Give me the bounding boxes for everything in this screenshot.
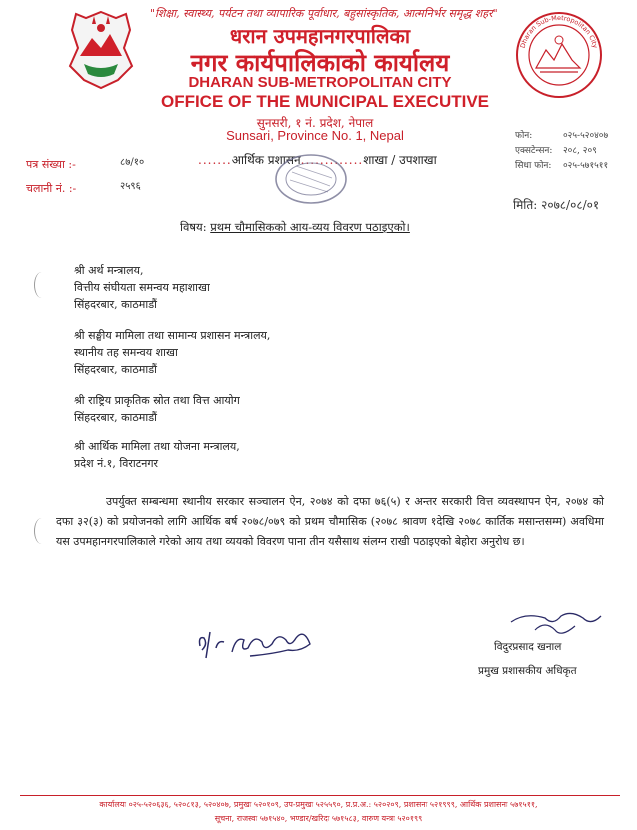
contact-extension: एक्सटेन्सन: २०८, २०९ xyxy=(515,146,597,156)
addressee-block: श्री अर्थ मन्त्रालय, वित्तीय संघीयता समन्वय महाशाखा सिंहदरबार, काठमाडौं xyxy=(74,264,210,311)
addressee-block: श्री आर्थिक मामिला तथा योजना मन्त्रालय, प्रदेश नं.१, विराटनगर xyxy=(74,440,240,470)
footer-contacts-line1: कार्यालयः ०२५-५२०६३६, ५२०८१३, ५२०४०७, प्रमुखः ५२०१०९, उप-प्रमुखः ५२५५९०, प्र.प्र.अ.: ५२०२०९, प्रशासनः ५२१९९९, आर्थिक प्रशासनः ५७१५११, xyxy=(99,800,538,809)
branch-name: आर्थिक प्रशासन xyxy=(231,153,301,167)
branch-line: .......आर्थिक प्रशासन.............शाखा / उपशाखा xyxy=(198,153,437,167)
letter-body: उपर्युक्त सम्बन्धमा स्थानीय सरकार सञ्चालन ऐन, २०७४ को दफा ७६(५) र अन्तर सरकारी वित्त व्यवस्थापन ऐन, २०७४ को दफा ३२(३) को प्रयोजनको लागि आर्थिक बर्ष २०७८/०७९ को प्रथम चौमासिक (२०७८ श्रावण १देखि २०७८ कार्तिक मसान्तसम्म) अवधिमा यस उपमहानगरपालिकाले गरेको आय तथा व्ययको विवरण पाना तीन यसैसाथ संलग्न राखी पठाइएको बेहोरा अनुरोध छ। xyxy=(56,495,604,548)
subject-text: प्रथम चौमासिकको आय-व्यय विवरण पठाइएको। xyxy=(210,220,410,234)
punch-hole xyxy=(34,272,49,298)
emblem-icon xyxy=(64,8,138,92)
officer-signature-icon xyxy=(505,608,605,644)
office-name-english: OFFICE OF THE MUNICIPAL EXECUTIVE xyxy=(160,92,490,111)
header-tagline: "शिक्षा, स्वास्थ्य, पर्यटन तथा व्यापारिक पूर्वाधार, बहुसांस्कृतिक, आत्मनिर्भर समृद्ध शहर" xyxy=(150,7,498,20)
patra-sankhya-label: पत्र संख्या :- xyxy=(26,158,76,171)
handwritten-initials-icon xyxy=(192,618,332,674)
contact-phone: फोन: ०२५-५२०४०७ xyxy=(515,131,609,141)
address-english: Sunsari, Province No. 1, Nepal xyxy=(226,128,404,143)
branch-suffix: शाखा / उपशाखा xyxy=(363,153,437,167)
letter-date: मिति: २०७८/०८/०१ xyxy=(513,198,600,212)
city-seal-icon xyxy=(514,10,604,100)
punch-hole xyxy=(34,518,49,544)
footer-divider xyxy=(20,795,620,796)
org-name-english: DHARAN SUB-METROPOLITAN CITY xyxy=(188,74,452,91)
chalani-value: २५९६ xyxy=(120,181,141,192)
org-name-devanagari: धरान उपमहानगरपालिका xyxy=(229,24,411,48)
subject-label: विषय: xyxy=(180,220,207,234)
contact-direct-phone: सिधा फोन: ०२५-५७१५११ xyxy=(515,161,609,171)
chalani-label: चलानी नं. :- xyxy=(26,182,77,195)
subject-line xyxy=(180,220,480,235)
signatory-title: प्रमुख प्रशासकीय अधिकृत xyxy=(478,665,577,677)
addressee-block: श्री सङ्घीय मामिला तथा सामान्य प्रशासन मन्त्रालय, स्थानीय तह समन्वय शाखा सिंहदरबार, काठमाडौं xyxy=(74,329,271,376)
patra-sankhya-value: ८७/१० xyxy=(120,157,145,168)
footer-contacts-line2: सूचना, राजस्वः ५७१५४०, भण्डार/खरिदः ५७१५८३, वारुण यन्त्रः ५२०१९९ xyxy=(214,814,423,823)
office-stamp-icon xyxy=(272,150,350,208)
seal-text: Dharan Sub-Metropolitan City xyxy=(518,13,600,50)
addressee-block: श्री राष्ट्रिय प्राकृतिक स्रोत तथा वित्त आयोग सिंहदरबार, काठमाडौं xyxy=(74,394,240,424)
signatory-name: विदुरप्रसाद खनाल xyxy=(494,641,562,653)
office-name-devanagari: नगर कार्यपालिकाको कार्यालय xyxy=(190,49,450,77)
address-devanagari: सुनसरी, १ नं. प्रदेश, नेपाल xyxy=(256,116,374,130)
